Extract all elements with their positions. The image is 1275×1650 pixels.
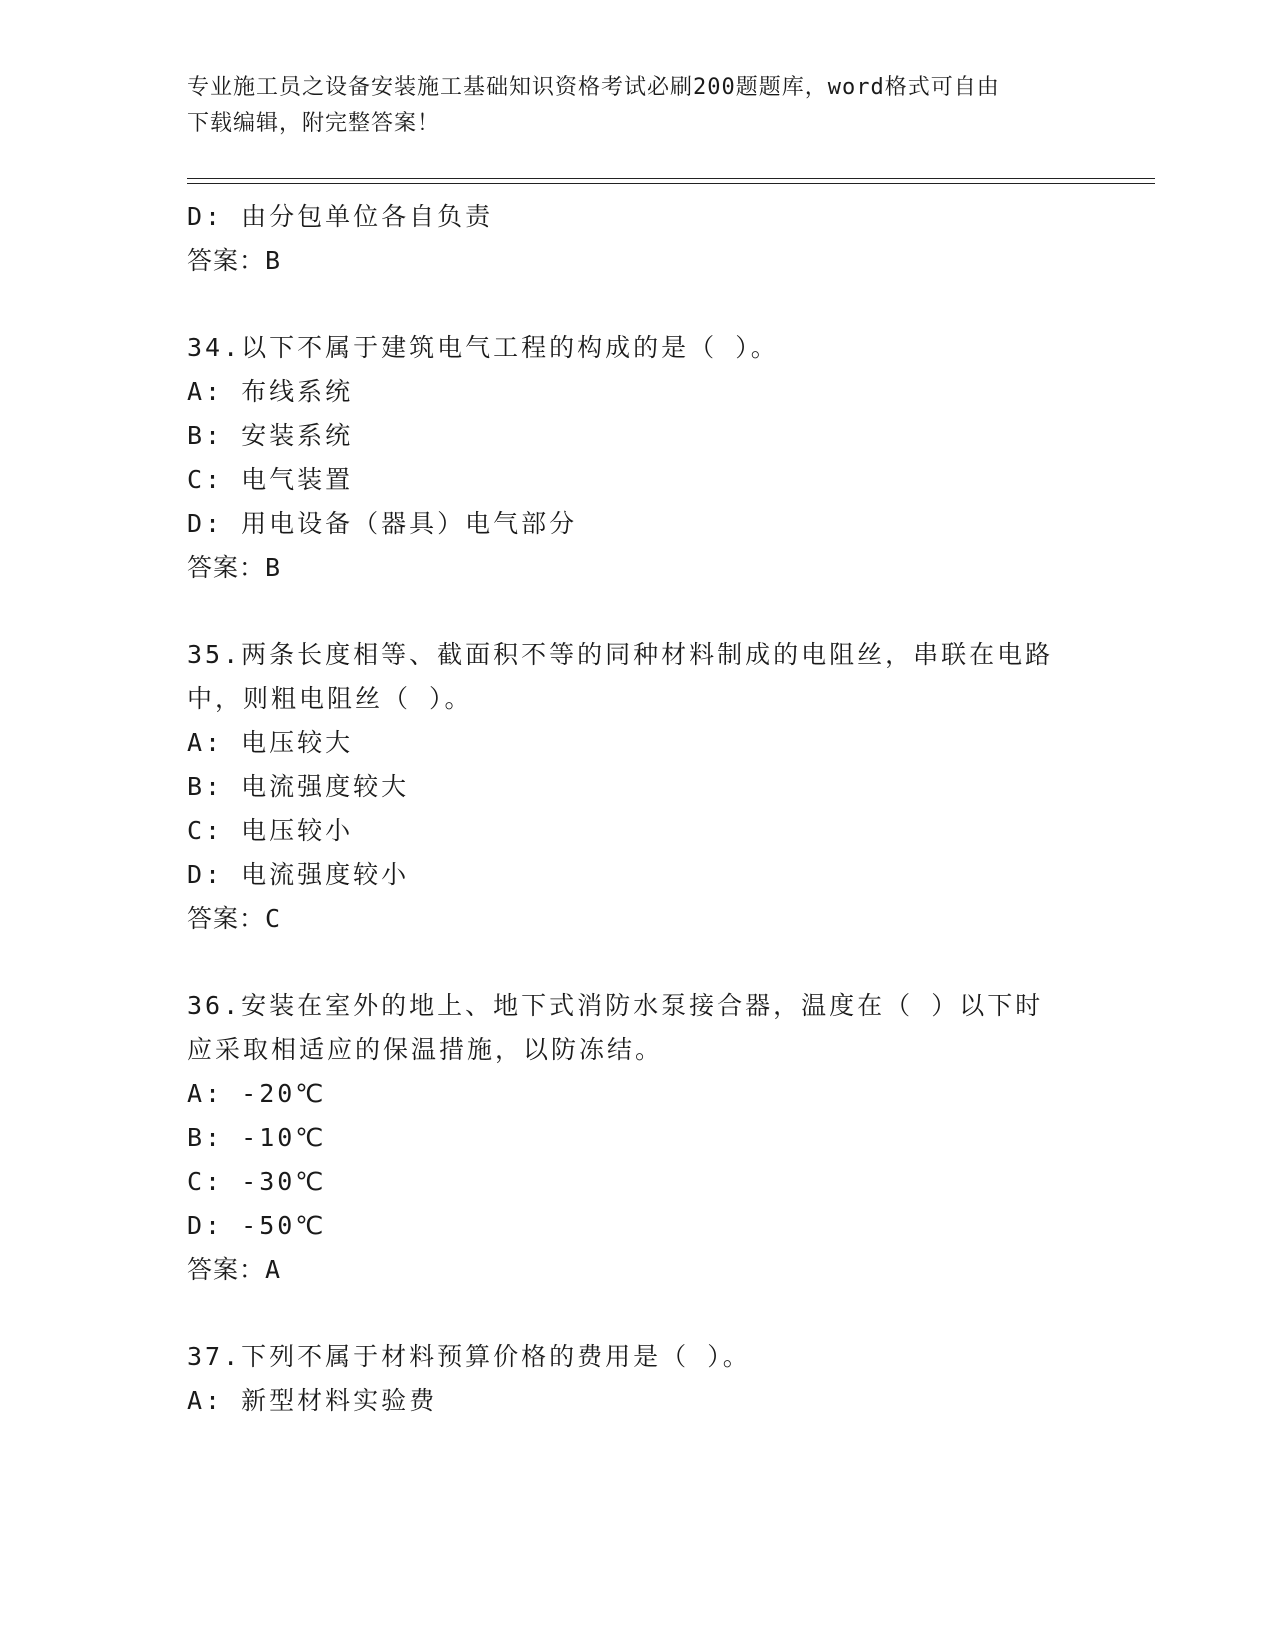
header-divider-bottom xyxy=(187,183,1155,184)
q37-option-a: A: 新型材料实验费 xyxy=(187,1386,438,1415)
q36-option-d: D: -50℃ xyxy=(187,1211,327,1240)
q34-answer: 答案：B xyxy=(187,553,282,582)
q33-answer: 答案：B xyxy=(187,246,282,275)
q36-option-b: B: -10℃ xyxy=(187,1123,327,1152)
q35-stem-line-2: 中，则粗电阻丝（ ）。 xyxy=(187,684,473,713)
q35-stem-line-1: 35.两条长度相等、截面积不等的同种材料制成的电阻丝，串联在电路 xyxy=(187,640,1054,669)
q36-answer: 答案：A xyxy=(187,1255,282,1284)
q35-option-b: B: 电流强度较大 xyxy=(187,772,410,801)
q34-option-d: D: 用电设备（器具）电气部分 xyxy=(187,509,578,538)
q36-option-a: A: -20℃ xyxy=(187,1079,327,1108)
q36-stem-line-2: 应采取相适应的保温措施，以防冻结。 xyxy=(187,1035,664,1064)
document-header xyxy=(187,70,1087,142)
q36-stem-line-1: 36.安装在室外的地上、地下式消防水泵接合器，温度在（ ）以下时 xyxy=(187,991,1044,1020)
q35-answer: 答案：C xyxy=(187,904,282,933)
q35-option-d: D: 电流强度较小 xyxy=(187,860,410,889)
q34-option-b: B: 安装系统 xyxy=(187,421,354,450)
header-divider-top xyxy=(187,178,1155,179)
header-line-2: 下载编辑，附完整答案！ xyxy=(187,111,441,136)
q33-option-d: D: 由分包单位各自负责 xyxy=(187,202,494,231)
q34-option-a: A: 布线系统 xyxy=(187,377,354,406)
q34-stem: 34.以下不属于建筑电气工程的构成的是（ ）。 xyxy=(187,333,779,362)
header-line-1: 专业施工员之设备安装施工基础知识资格考试必刷200题题库，word格式可自由 xyxy=(187,75,1000,100)
q37-stem: 37.下列不属于材料预算价格的费用是（ ）。 xyxy=(187,1342,751,1371)
q34-option-c: C: 电气装置 xyxy=(187,465,354,494)
q36-option-c: C: -30℃ xyxy=(187,1167,327,1196)
q35-option-c: C: 电压较小 xyxy=(187,816,354,845)
q35-option-a: A: 电压较大 xyxy=(187,728,354,757)
